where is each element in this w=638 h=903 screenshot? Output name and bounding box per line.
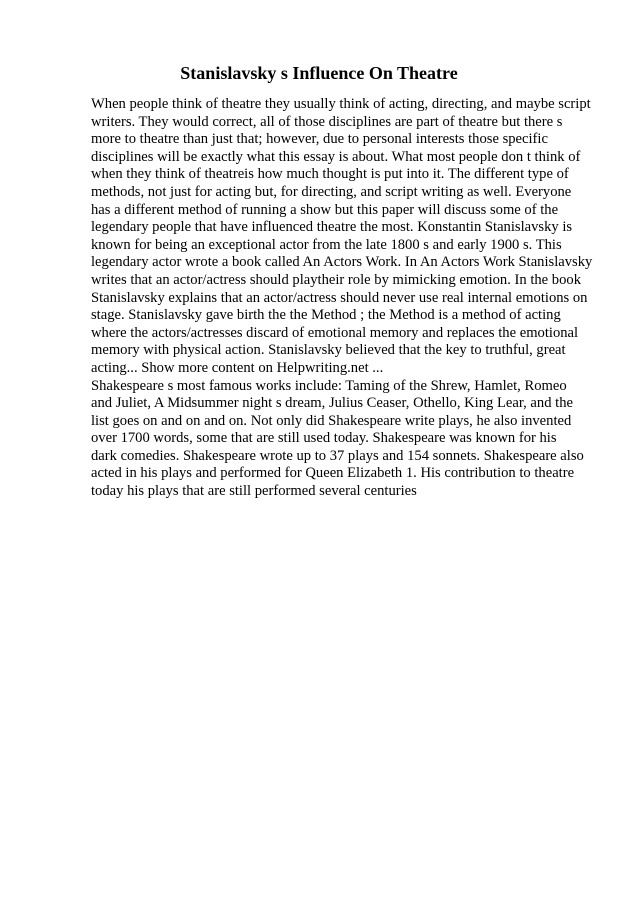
body-line: today his plays that are still performed several centuries: [91, 483, 417, 500]
body-line: When people think of theatre they usually think of acting, directing, and maybe script: [91, 96, 591, 112]
body-line: acting... Show more content on Helpwriting.net ...: [91, 359, 384, 376]
body-line: acted in his plays and performed for Queen Elizabeth 1. His contribution to theatre: [91, 465, 575, 482]
body-line: methods, not just for acting but, for directing, and script writing as well. Everyone: [91, 183, 572, 200]
body-line: Shakespeare s most famous works include: Taming of the Shrew, Hamlet, Romeo: [91, 377, 567, 394]
document-body: [91, 96, 611, 501]
body-line: legendary actor wrote a book called An Actors Work. In An Actors Work Stanislavsky: [91, 254, 593, 271]
body-line: over 1700 words, some that are still used today. Shakespeare was known for his: [91, 430, 557, 447]
body-line: disciplines will be exactly what this essay is about. What most people don t think of: [91, 148, 581, 165]
body-line: Stanislavsky explains that an actor/actress should never use real internal emotions on: [91, 289, 588, 306]
body-line: and Juliet, A Midsummer night s dream, Julius Ceaser, Othello, King Lear, and the: [91, 395, 573, 412]
body-line: more to theatre than just that; however, due to personal interests those specific: [91, 131, 548, 148]
body-line: dark comedies. Shakespeare wrote up to 37 plays and 154 sonnets. Shakespeare also: [91, 447, 584, 464]
body-line: where the actors/actresses discard of emotional memory and replaces the emotional: [91, 324, 579, 341]
body-line: has a different method of running a show but this paper will discuss some of the: [91, 201, 559, 218]
body-line: legendary people that have influenced theatre the most. Konstantin Stanislavsky is: [91, 219, 573, 236]
document-title: Stanislavsky s Influence On Theatre: [180, 63, 458, 83]
body-line: list goes on and on and on. Not only did Shakespeare write plays, he also invented: [91, 412, 572, 429]
body-line: known for being an exceptional actor from the late 1800 s and early 1900 s. This: [91, 236, 562, 253]
body-line: writers. They would correct, all of those disciplines are part of theatre but there s: [91, 113, 563, 130]
body-line: stage. Stanislavsky gave birth the the Method ; the Method is a method of acting: [91, 307, 561, 324]
body-line: writes that an actor/actress should playtheir role by mimicking emotion. In the book: [91, 271, 581, 288]
body-line: when they think of theatreis how much thought is put into it. The different type of: [91, 166, 569, 183]
body-line: memory with physical action. Stanislavsky believed that the key to truthful, great: [91, 342, 566, 359]
